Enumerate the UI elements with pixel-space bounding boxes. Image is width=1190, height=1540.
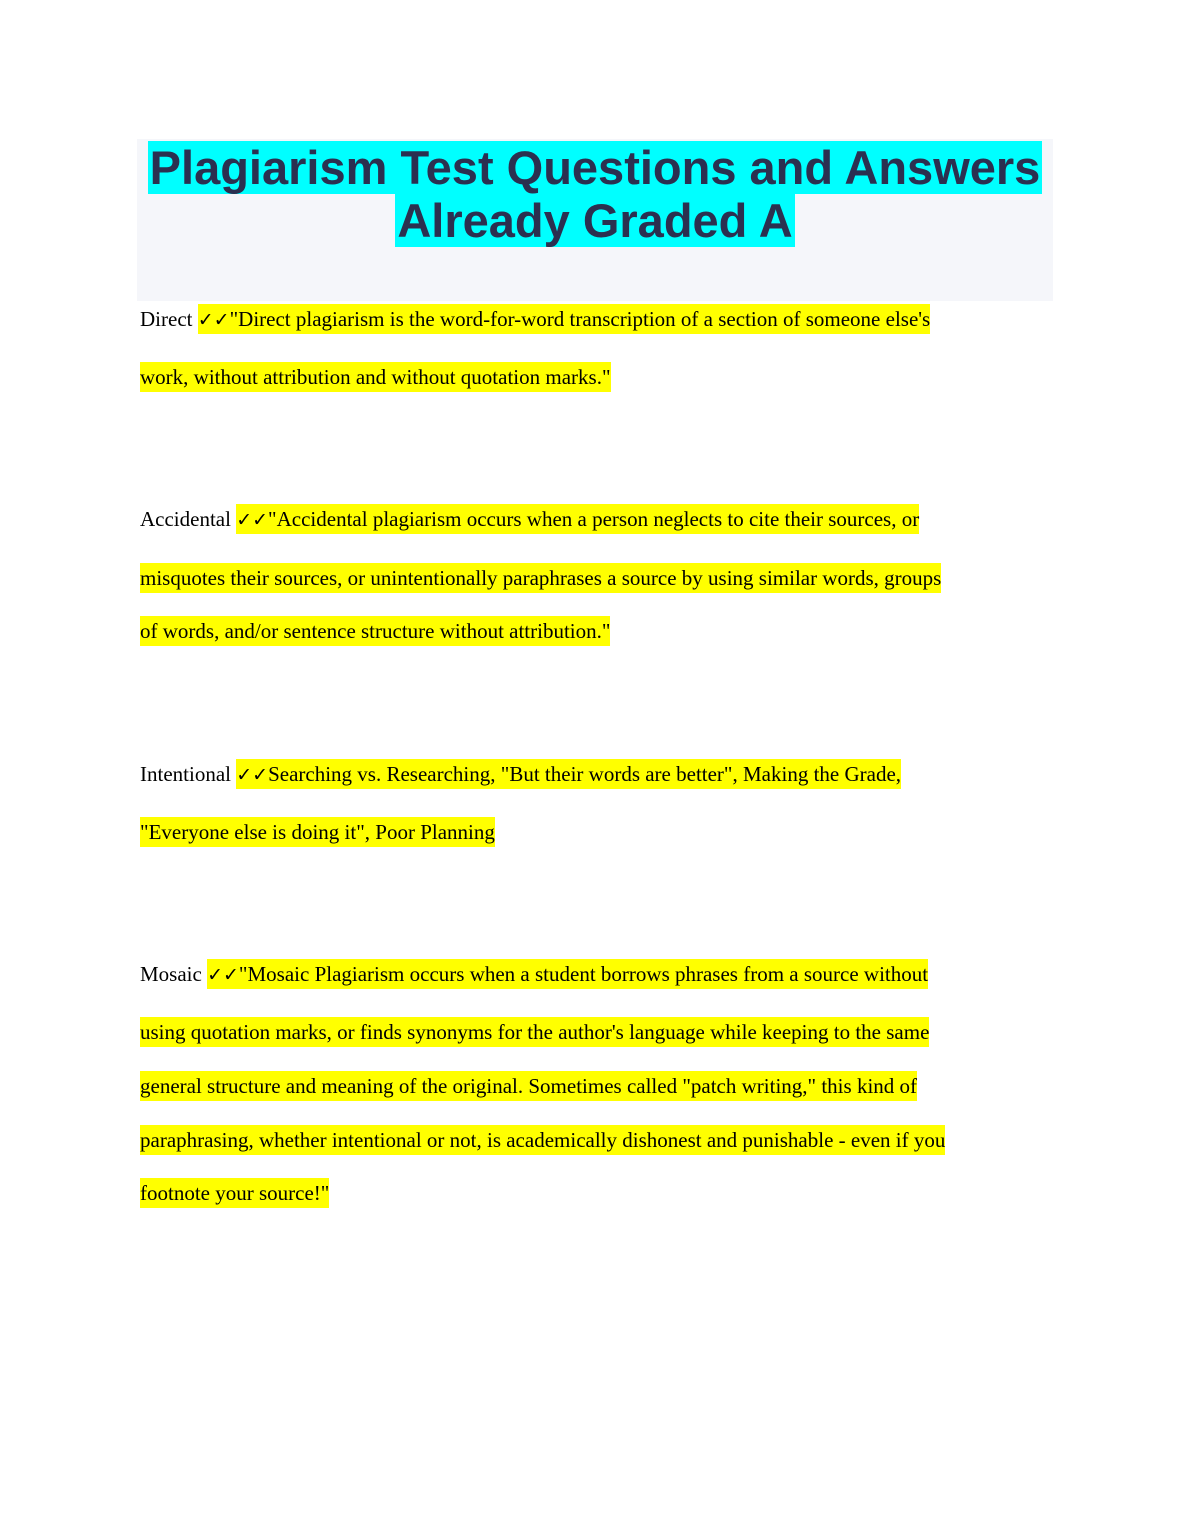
answer-line: using quotation marks, or finds synonyms for the author's language while keeping to the same xyxy=(140,1017,929,1047)
answer-line: paraphrasing, whether intentional or not, is academically dishonest and punishable - even if you xyxy=(140,1125,945,1155)
answer-line: of words, and/or sentence structure without attribution." xyxy=(140,616,610,646)
double-check-icon: ✓✓ xyxy=(197,309,230,331)
answer-line: "Direct plagiarism is the word-for-word transcription of a section of someone else's xyxy=(229,307,931,331)
title-line-2: Already Graded A xyxy=(397,194,793,247)
term-label: Intentional xyxy=(140,762,231,786)
title-line-1: Plagiarism Test Questions and Answers xyxy=(149,141,1041,194)
title-block xyxy=(137,139,1053,301)
answer-line: "Accidental plagiarism occurs when a person neglects to cite their sources, or xyxy=(268,507,920,531)
answer-line: misquotes their sources, or unintentionally paraphrases a source by using similar words, groups xyxy=(140,563,941,593)
answer-line: "Mosaic Plagiarism occurs when a student borrows phrases from a source without xyxy=(238,962,929,986)
entry-mosaic xyxy=(140,960,1040,1209)
double-check-icon: ✓✓ xyxy=(236,764,269,786)
entry-direct xyxy=(140,305,1040,393)
term-label: Direct xyxy=(140,307,193,331)
document-title xyxy=(137,141,1053,247)
double-check-icon: ✓✓ xyxy=(207,964,239,986)
entry-accidental xyxy=(140,505,1040,647)
answer-line: footnote your source!" xyxy=(140,1178,329,1208)
entry-intentional xyxy=(140,760,1040,848)
answer-line: work, without attribution and without quotation marks." xyxy=(140,362,611,392)
double-check-icon: ✓✓ xyxy=(236,509,269,531)
term-label: Accidental xyxy=(140,507,231,531)
answer-line: "Everyone else is doing it", Poor Planning xyxy=(140,817,495,847)
answer-line: general structure and meaning of the original. Sometimes called "patch writing," this kind of xyxy=(140,1071,917,1101)
answer-line: Searching vs. Researching, "But their words are better", Making the Grade, xyxy=(268,762,902,786)
term-label: Mosaic xyxy=(140,962,202,986)
